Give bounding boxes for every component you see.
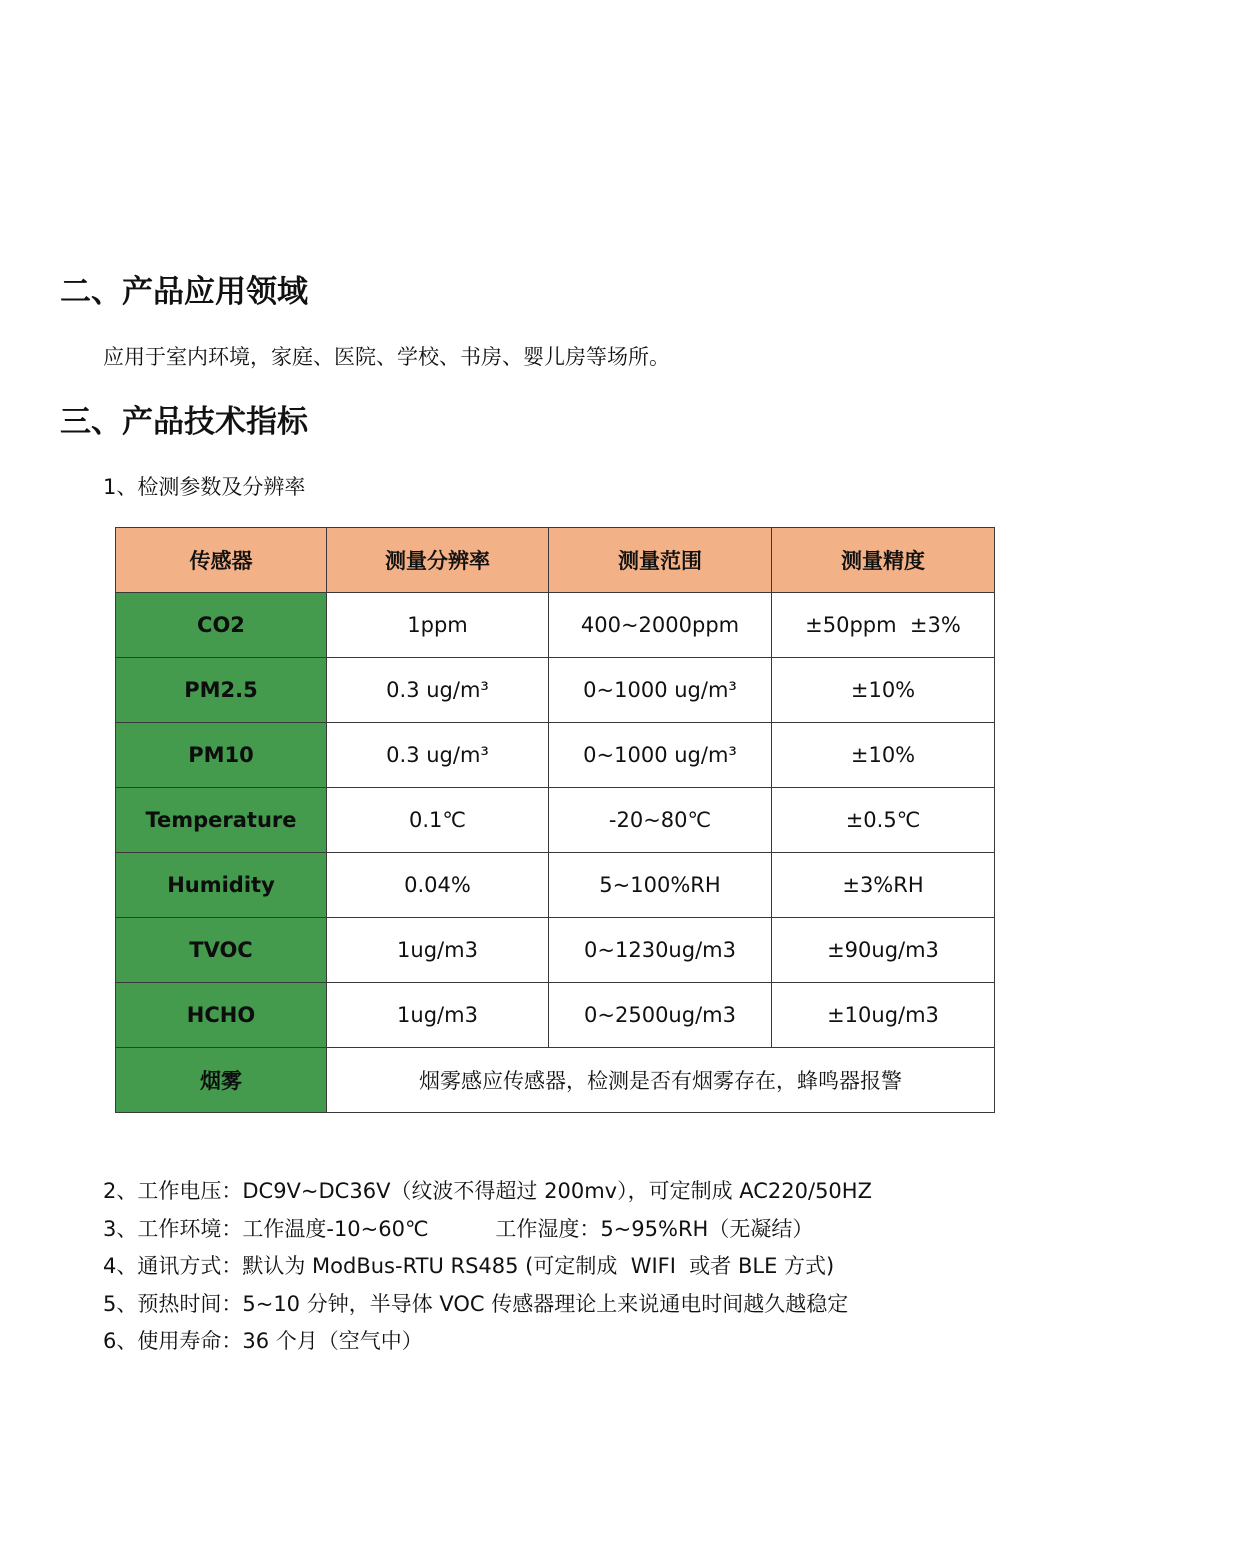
subheading-parameters: 1、检测参数及分辨率 [103, 475, 306, 499]
table-row [116, 723, 995, 788]
table-row [116, 788, 995, 853]
spec-preheat: 5、预热时间：5~10 分钟，半导体 VOC 传感器理论上来说通电时间越久越稳定 [103, 1291, 849, 1316]
resolution-cell: 1ug/m3 [327, 983, 549, 1048]
section-heading-specs: 三、产品技术指标 [60, 404, 308, 440]
header-range: 测量范围 [549, 528, 772, 593]
range-cell: 5~100%RH [549, 853, 772, 918]
range-cell: 400~2000ppm [549, 593, 772, 658]
section-heading-applications: 二、产品应用领域 [60, 274, 308, 310]
sensor-name: HCHO [116, 983, 327, 1048]
range-cell: 0~1230ug/m3 [549, 918, 772, 983]
spec-communication: 4、通讯方式：默认为 ModBus-RTU RS485 (可定制成 WIFI 或者 BLE 方式) [103, 1254, 835, 1278]
table-row [116, 658, 995, 723]
accuracy-cell: ±50ppm ±3% [772, 593, 995, 658]
resolution-cell: 1ug/m3 [327, 918, 549, 983]
range-cell: 0~2500ug/m3 [549, 983, 772, 1048]
accuracy-cell: ±0.5℃ [772, 788, 995, 853]
table-row-smoke [116, 1048, 995, 1113]
range-cell: 0~1000 ug/m³ [549, 658, 772, 723]
sensor-name: Temperature [116, 788, 327, 853]
accuracy-cell: ±10% [772, 723, 995, 788]
sensor-name: PM10 [116, 723, 327, 788]
accuracy-cell: ±10ug/m3 [772, 983, 995, 1048]
header-resolution: 测量分辨率 [327, 528, 549, 593]
range-cell: 0~1000 ug/m³ [549, 723, 772, 788]
sensor-spec-table [115, 527, 995, 1113]
accuracy-cell: ±90ug/m3 [772, 918, 995, 983]
accuracy-cell: ±10% [772, 658, 995, 723]
table-row [116, 853, 995, 918]
spec-voltage: 2、工作电压：DC9V~DC36V（纹波不得超过 200mv），可定制成 AC220/50HZ [103, 1179, 872, 1203]
sensor-name-smoke: 烟雾 [116, 1048, 327, 1113]
header-accuracy: 测量精度 [772, 528, 995, 593]
sensor-name: TVOC [116, 918, 327, 983]
spec-lifetime: 6、使用寿命：36 个月（空气中） [103, 1329, 423, 1353]
spec-list [103, 1173, 872, 1361]
resolution-cell: 1ppm [327, 593, 549, 658]
range-cell: -20~80℃ [549, 788, 772, 853]
header-sensor: 传感器 [116, 528, 327, 593]
table-header-row [116, 528, 995, 593]
applications-text: 应用于室内环境，家庭、医院、学校、书房、婴儿房等场所。 [103, 345, 670, 369]
resolution-cell: 0.1℃ [327, 788, 549, 853]
resolution-cell: 0.3 ug/m³ [327, 658, 549, 723]
smoke-description-cell: 烟雾感应传感器，检测是否有烟雾存在，蜂鸣器报警 [327, 1048, 995, 1113]
sensor-name: CO2 [116, 593, 327, 658]
table-row [116, 983, 995, 1048]
sensor-name: Humidity [116, 853, 327, 918]
table-row [116, 593, 995, 658]
sensor-name: PM2.5 [116, 658, 327, 723]
resolution-cell: 0.04% [327, 853, 549, 918]
accuracy-cell: ±3%RH [772, 853, 995, 918]
resolution-cell: 0.3 ug/m³ [327, 723, 549, 788]
table-row [116, 918, 995, 983]
spec-environment: 3、工作环境：工作温度-10~60℃ 工作湿度：5~95%RH（无凝结） [103, 1216, 814, 1241]
